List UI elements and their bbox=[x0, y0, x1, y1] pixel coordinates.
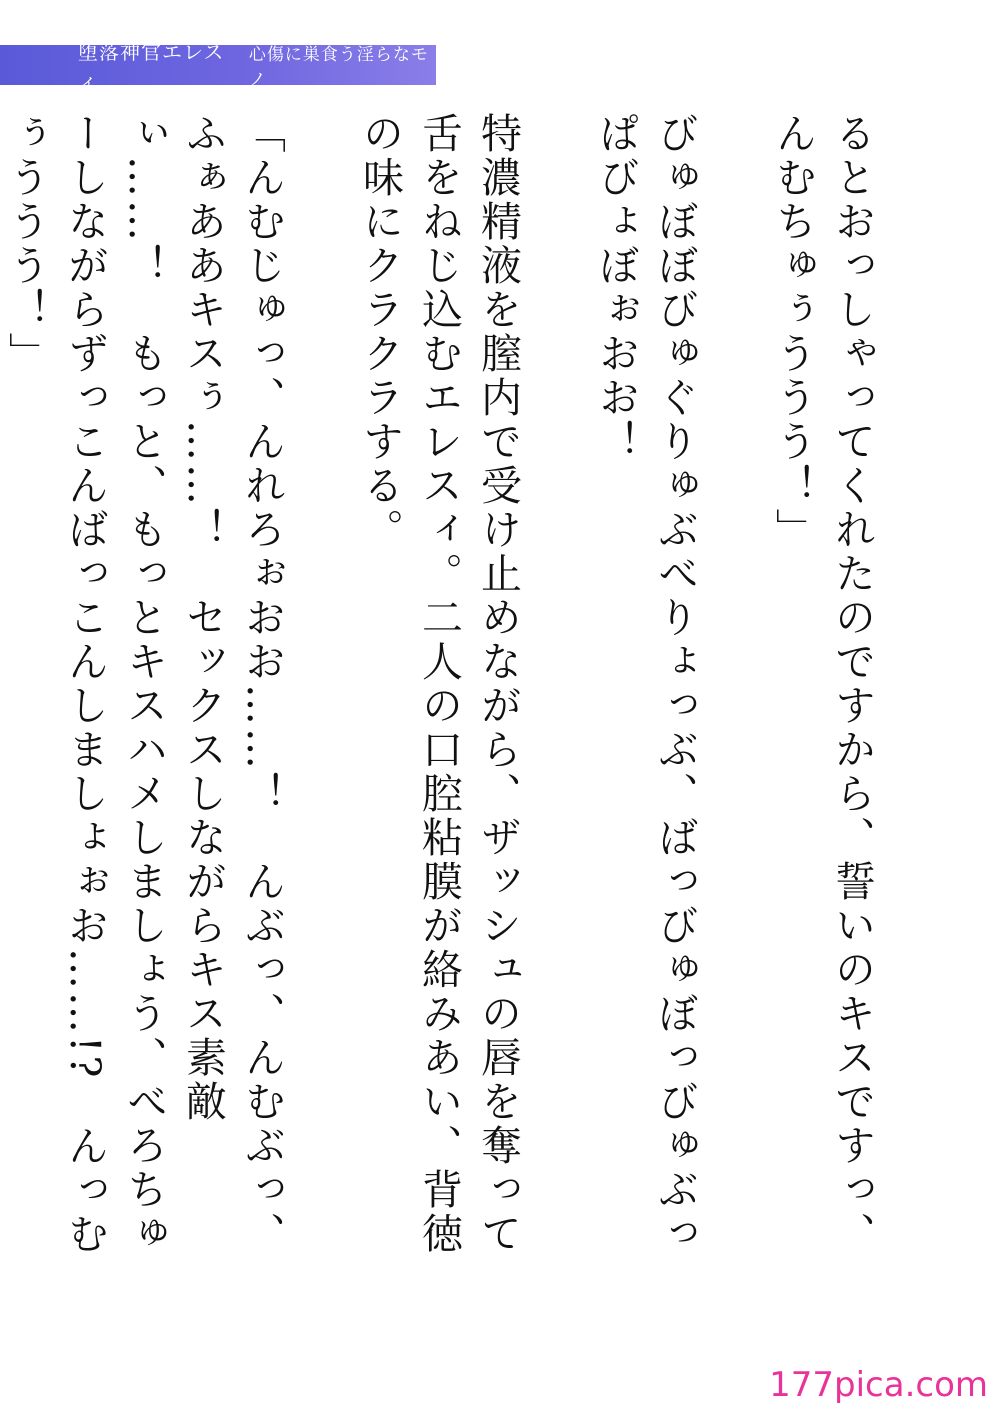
book-title: 堕落神官エレスィ bbox=[78, 40, 225, 93]
chapter-header bbox=[0, 40, 436, 93]
site-watermark: 177pica.com bbox=[769, 1365, 988, 1405]
chapter-subtitle: 心傷に巣食う淫らなモノ bbox=[248, 45, 429, 90]
paragraph: 特濃精液を膣内で受け止めながら、ザッシュの唇を奪って舌をねじ込むエレスィ。二人の口腔粘膜が絡みあい、背徳の味にクラクラする。 bbox=[356, 112, 522, 1256]
paragraph: びゅぼぼびゅぐりゅぶべりょっぶ、ばっびゅぼっびゅぶっぱびょぼぉおお！ bbox=[592, 112, 699, 1256]
paragraph: るとおっしゃってくれたのですから、誓いのキスですっ、んむちゅぅううう！」 bbox=[769, 112, 876, 1256]
vertical-text-body bbox=[2, 112, 940, 1292]
paragraph: 「んむじゅっ、んれろぉおお……！ んぶっ、んむぶっ、ふぁああキスぅ……！ セックスしながらキス素敵ぃ……！ もっと、もっとキスハメしましょう、べろちゅーしながらずっこんばっこんしましょぉお……!? んっむぅううう！」 bbox=[2, 112, 286, 1257]
